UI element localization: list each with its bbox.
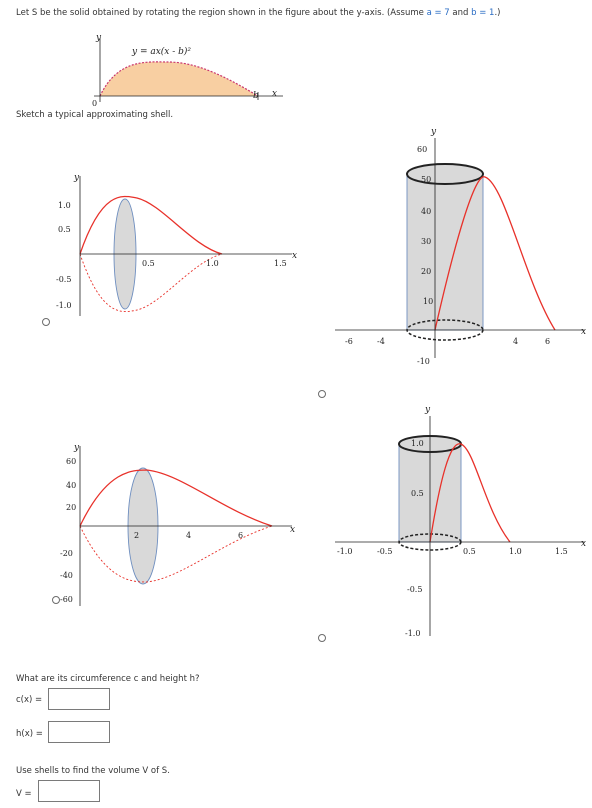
region-x-label: x [272,89,278,99]
option-2-xtick: -4 [377,337,385,346]
option-4-graph [335,400,592,640]
option-2-ytick: 60 [417,145,428,154]
region-equation: y = ax(x - b)² [132,47,192,57]
c-input[interactable] [48,688,110,710]
option-4-ytick: -0.5 [407,585,423,594]
region-fill [100,62,258,96]
option-3-y-label: y [74,443,80,453]
sketch-prompt: Sketch a typical approximating shell. [16,110,174,120]
region-figure [88,30,288,108]
problem-and: and [449,8,472,18]
option-1-y-label: y [74,173,80,183]
option-2-ytick: 30 [421,237,432,246]
v-label: V = [16,789,32,799]
option-2-xtick: -6 [345,337,353,346]
option-3-ytick: 20 [66,503,77,512]
problem-statement [16,8,501,18]
region-b-label: b [253,91,259,101]
option-2-ytick: 10 [423,297,434,306]
a-value: a = 7 [426,8,450,18]
option-1-x-label: x [292,251,298,261]
option-4-ytick: 0.5 [411,489,424,498]
h-label: h(x) = [16,729,43,739]
option-1-xtick: 0.5 [142,259,155,268]
option-3-graph [52,440,302,610]
option-3-ytick: 40 [66,481,77,490]
option-1-ytick: -0.5 [56,275,72,284]
option-2-radio[interactable] [318,390,326,398]
option-3-xtick: 6 [238,531,244,540]
region-y-label: y [96,33,102,43]
option-4-xtick: 1.0 [509,547,522,556]
option-3-ytick: 60 [66,457,77,466]
option-1-ytick: 0.5 [58,225,71,234]
option-4-xtick: 0.5 [463,547,476,556]
option-3-xtick: 4 [186,531,192,540]
option-3-mirror [80,526,272,582]
option-2-ytick: -10 [417,357,430,366]
problem-tail: .) [494,8,501,18]
option-2-graph [335,122,592,366]
option-4-xtick: 1.5 [555,547,568,556]
option-1-ytick: -1.0 [56,301,72,310]
option-2-xtick: 6 [545,337,551,346]
option-2-ytick: 40 [421,207,432,216]
option-3-ytick: -40 [60,571,73,580]
option-1-xtick: 1.5 [274,259,287,268]
option-3-ytick: -60 [60,595,73,604]
option-2-ytick: 20 [421,267,432,276]
option-1-ytick: 1.0 [58,201,71,210]
option-4-xtick: -1.0 [337,547,353,556]
option-2-x-label: x [581,327,587,337]
option-3-curve [80,470,272,526]
option-1-radio[interactable] [42,318,50,326]
problem-intro: Let S be the solid obtained by rotating the region shown in the figure about the y-axis. (Assume [16,8,427,18]
option-3-ytick: -20 [60,549,73,558]
option-1-xtick: 1.0 [206,259,219,268]
option-4-x-label: x [581,539,587,549]
b-value: b = 1 [471,8,495,18]
v-input[interactable] [38,780,100,802]
region-origin: 0 [92,99,98,108]
option-4-xtick: -0.5 [377,547,393,556]
option-2-y-label: y [431,127,437,137]
option-4-y-label: y [425,405,431,415]
option-4-ytick: -1.0 [405,629,421,638]
h-input[interactable] [48,721,110,743]
question-circumference-height: What are its circumference c and height h? [16,674,200,684]
option-3-x-label: x [290,525,296,535]
option-1-curve [80,196,222,254]
option-4-radio[interactable] [318,634,326,642]
c-label: c(x) = [16,695,43,705]
option-2-ytick: 50 [421,175,432,184]
option-4-ytick: 1.0 [411,439,424,448]
option-3-xtick: 2 [134,531,140,540]
option-3-radio[interactable] [52,596,60,604]
question-volume: Use shells to find the volume V of S. [16,766,170,776]
option-2-xtick: 4 [513,337,519,346]
option-1-graph [52,170,302,320]
option-2-shell-top [407,164,483,184]
